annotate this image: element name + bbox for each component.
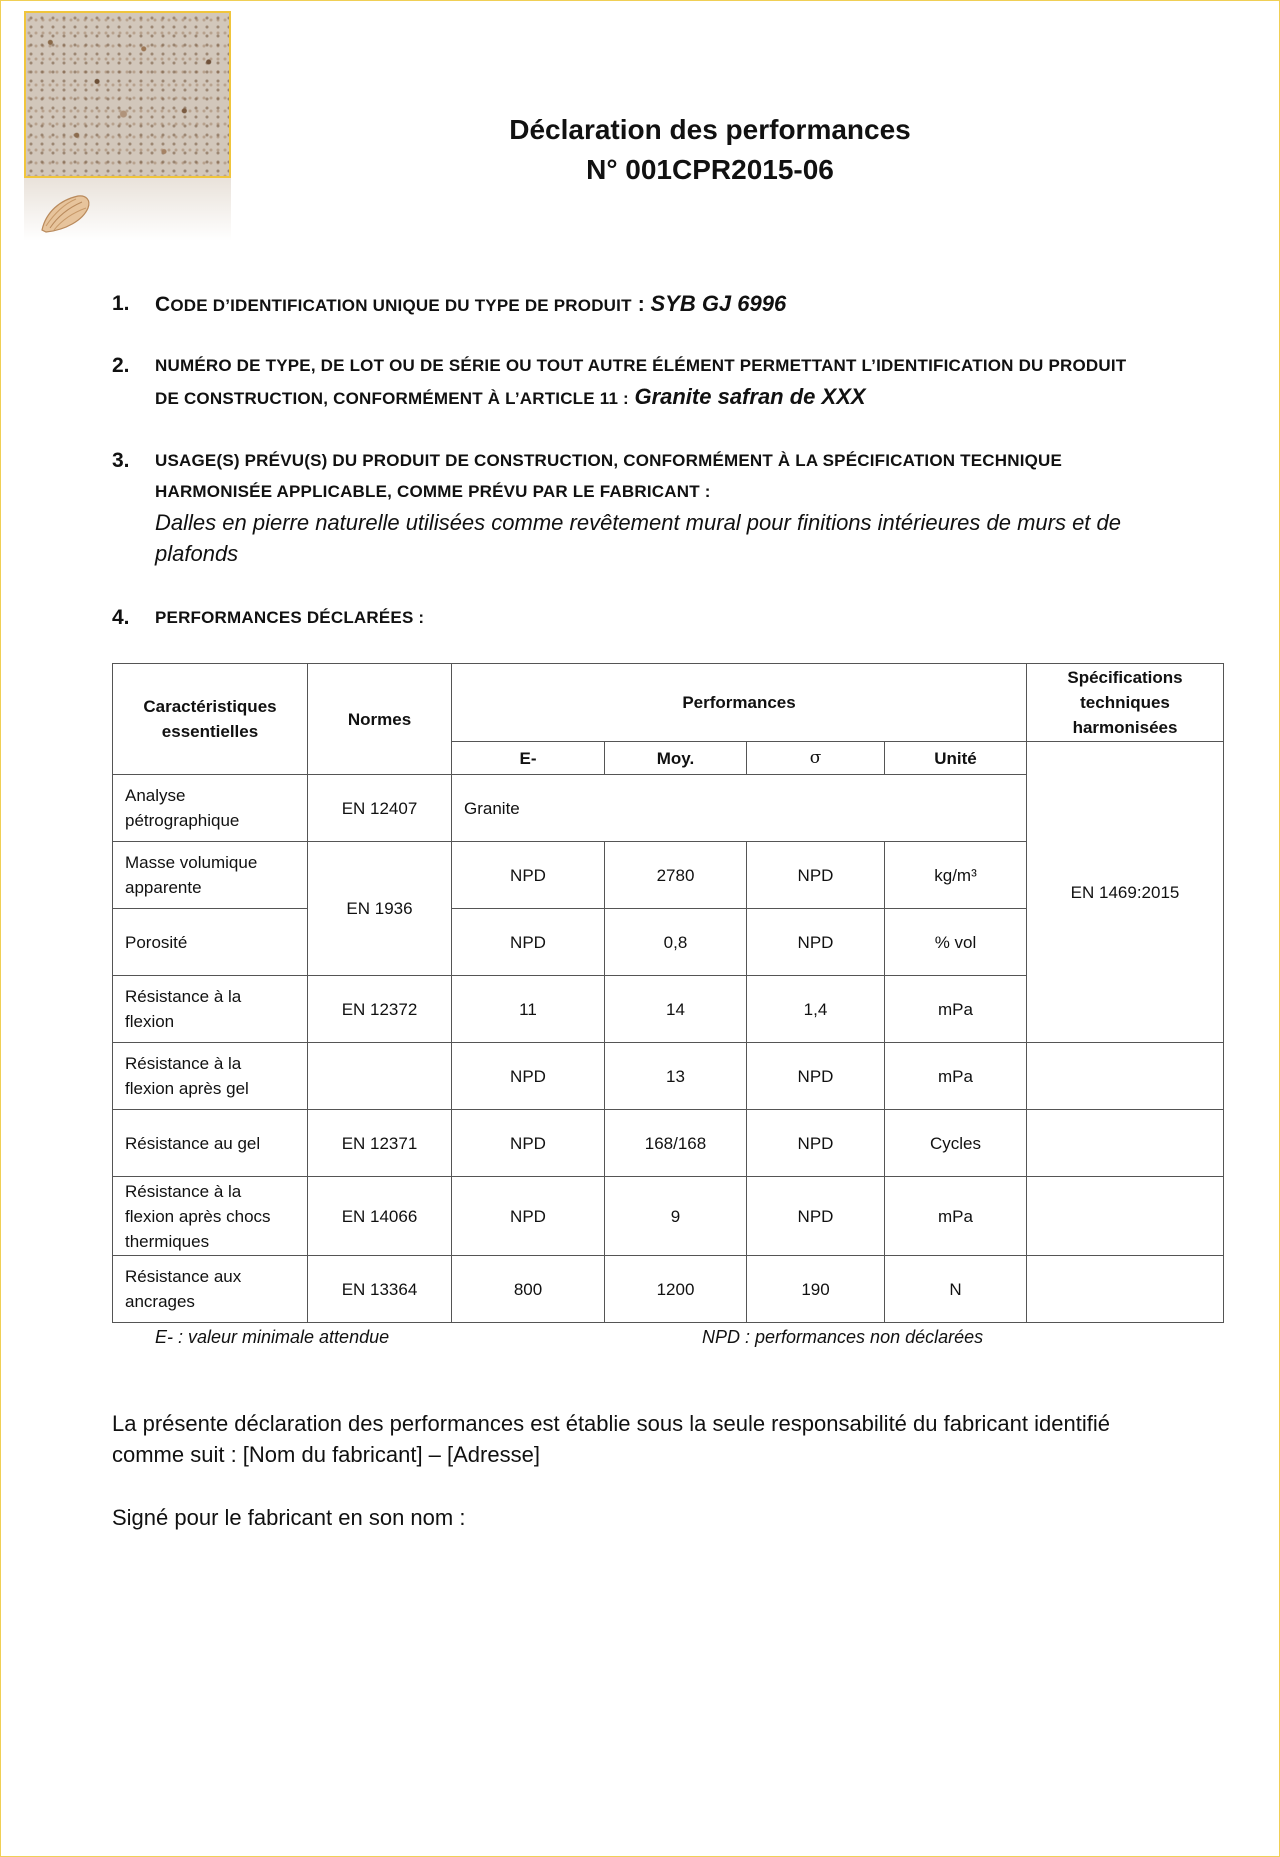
cell-unite: mPa xyxy=(885,1043,1027,1110)
cell-unite: Cycles xyxy=(885,1110,1027,1177)
cell-e: NPD xyxy=(452,1110,605,1177)
cell-moy: 14 xyxy=(605,976,747,1043)
section-number: 2. xyxy=(112,354,130,377)
cell-sigma: NPD xyxy=(747,1177,885,1256)
table-row xyxy=(113,1177,1224,1256)
performance-table xyxy=(112,663,1224,1323)
cell-norme: EN 1936 xyxy=(308,842,452,976)
shell-icon xyxy=(36,186,94,238)
cell-moy: 168/168 xyxy=(605,1110,747,1177)
cell-e: NPD xyxy=(452,842,605,909)
product-code: SYB GJ 6996 xyxy=(650,291,787,316)
document-title: Déclaration des performances xyxy=(509,114,911,145)
section-number: 4. xyxy=(112,606,130,629)
responsibility-statement: La présente déclaration des performances est établie sous la seule responsabilité du fabricant identifié comme suit : [Nom du fabricant] – [Adresse] xyxy=(112,1411,1110,1467)
section-label-line1: NUMÉRO DE TYPE, DE LOT OU DE SÉRIE OU TOUT AUTRE ÉLÉMENT PERMETTANT L’IDENTIFICATION DU PRODUIT xyxy=(155,356,1127,375)
cell-unite: kg/m³ xyxy=(885,842,1027,909)
intended-use: Dalles en pierre naturelle utilisées comme revêtement mural pour finitions intérieures de murs et de plafonds xyxy=(155,510,1122,566)
cell-e: NPD xyxy=(452,1043,605,1110)
table-row xyxy=(113,1256,1224,1323)
cell-unite: mPa xyxy=(885,1177,1027,1256)
cell-norme: EN 12407 xyxy=(308,775,452,842)
header-caracteristiques: Caractéristiques essentielles xyxy=(113,664,308,775)
product-name: Granite safran de XXX xyxy=(634,384,866,409)
section-number: 1. xyxy=(112,292,130,315)
cell-norme: EN 12371 xyxy=(308,1110,452,1177)
cell-spec-empty xyxy=(1027,1177,1224,1256)
cell-carac: Résistance aux ancrages xyxy=(113,1256,308,1323)
granite-texture-image xyxy=(24,11,231,178)
table-header-row xyxy=(113,664,1224,742)
section-label: CODE D’IDENTIFICATION UNIQUE DU TYPE DE PRODUIT : xyxy=(155,293,645,316)
cell-perf: Granite xyxy=(452,775,1027,842)
cell-moy: 13 xyxy=(605,1043,747,1110)
header-moy: Moy. xyxy=(605,742,747,775)
cell-carac: Masse volumique apparente xyxy=(113,842,308,909)
cell-sigma: 1,4 xyxy=(747,976,885,1043)
section-label-line2: HARMONISÉE APPLICABLE, COMME PRÉVU PAR LE FABRICANT : xyxy=(155,482,711,501)
header-normes: Normes xyxy=(308,664,452,775)
spec-value-cell: EN 1469:2015 xyxy=(1027,742,1224,1043)
table-row xyxy=(113,1043,1224,1110)
cell-spec-empty xyxy=(1027,1043,1224,1110)
cell-sigma: 190 xyxy=(747,1256,885,1323)
table-row xyxy=(113,1110,1224,1177)
cell-carac: Analyse pétrographique xyxy=(113,775,308,842)
header-performances: Performances xyxy=(452,664,1027,742)
cell-spec-empty xyxy=(1027,1256,1224,1323)
cell-e: 800 xyxy=(452,1256,605,1323)
section-number: 3. xyxy=(112,449,130,472)
cell-moy: 0,8 xyxy=(605,909,747,976)
note-e-minus: E- : valeur minimale attendue xyxy=(155,1327,390,1347)
cell-moy: 2780 xyxy=(605,842,747,909)
cell-sigma: NPD xyxy=(747,842,885,909)
header-sigma: σ xyxy=(747,742,885,775)
cell-carac: Résistance à la flexion xyxy=(113,976,308,1043)
document-number: N° 001CPR2015-06 xyxy=(586,154,834,185)
cell-unite: mPa xyxy=(885,976,1027,1043)
signature-line: Signé pour le fabricant en son nom : xyxy=(112,1505,466,1530)
cell-spec-empty xyxy=(1027,1110,1224,1177)
cell-norme: EN 14066 xyxy=(308,1177,452,1256)
cell-unite: N xyxy=(885,1256,1027,1323)
cell-carac: Résistance à la flexion après gel xyxy=(113,1043,308,1110)
cell-moy: 1200 xyxy=(605,1256,747,1323)
company-logo xyxy=(24,11,231,241)
section-label-line2: DE CONSTRUCTION, CONFORMÉMENT À L’ARTICLE 11 : xyxy=(155,389,629,408)
cell-e: NPD xyxy=(452,909,605,976)
cell-sigma: NPD xyxy=(747,1043,885,1110)
cell-e: 11 xyxy=(452,976,605,1043)
cell-e: NPD xyxy=(452,1177,605,1256)
header-unite: Unité xyxy=(885,742,1027,775)
note-npd: NPD : performances non déclarées xyxy=(702,1327,984,1347)
cell-moy: 9 xyxy=(605,1177,747,1256)
cell-sigma: NPD xyxy=(747,909,885,976)
cell-norme: EN 12372 xyxy=(308,976,452,1043)
cell-norme xyxy=(308,1043,452,1110)
cell-sigma: NPD xyxy=(747,1110,885,1177)
cell-carac: Résistance à la flexion après chocs thermiques xyxy=(113,1177,308,1256)
cell-carac: Résistance au gel xyxy=(113,1110,308,1177)
section-label-line1: USAGE(S) PRÉVU(S) DU PRODUIT DE CONSTRUCTION, CONFORMÉMENT À LA SPÉCIFICATION TECHNIQUE xyxy=(155,451,1063,470)
section-label: PERFORMANCES DÉCLARÉES : xyxy=(155,608,425,627)
header-e-minus: E- xyxy=(452,742,605,775)
cell-unite: % vol xyxy=(885,909,1027,976)
cell-norme: EN 13364 xyxy=(308,1256,452,1323)
header-specifications: Spécifications techniques harmonisées xyxy=(1027,664,1224,742)
cell-carac: Porosité xyxy=(113,909,308,976)
